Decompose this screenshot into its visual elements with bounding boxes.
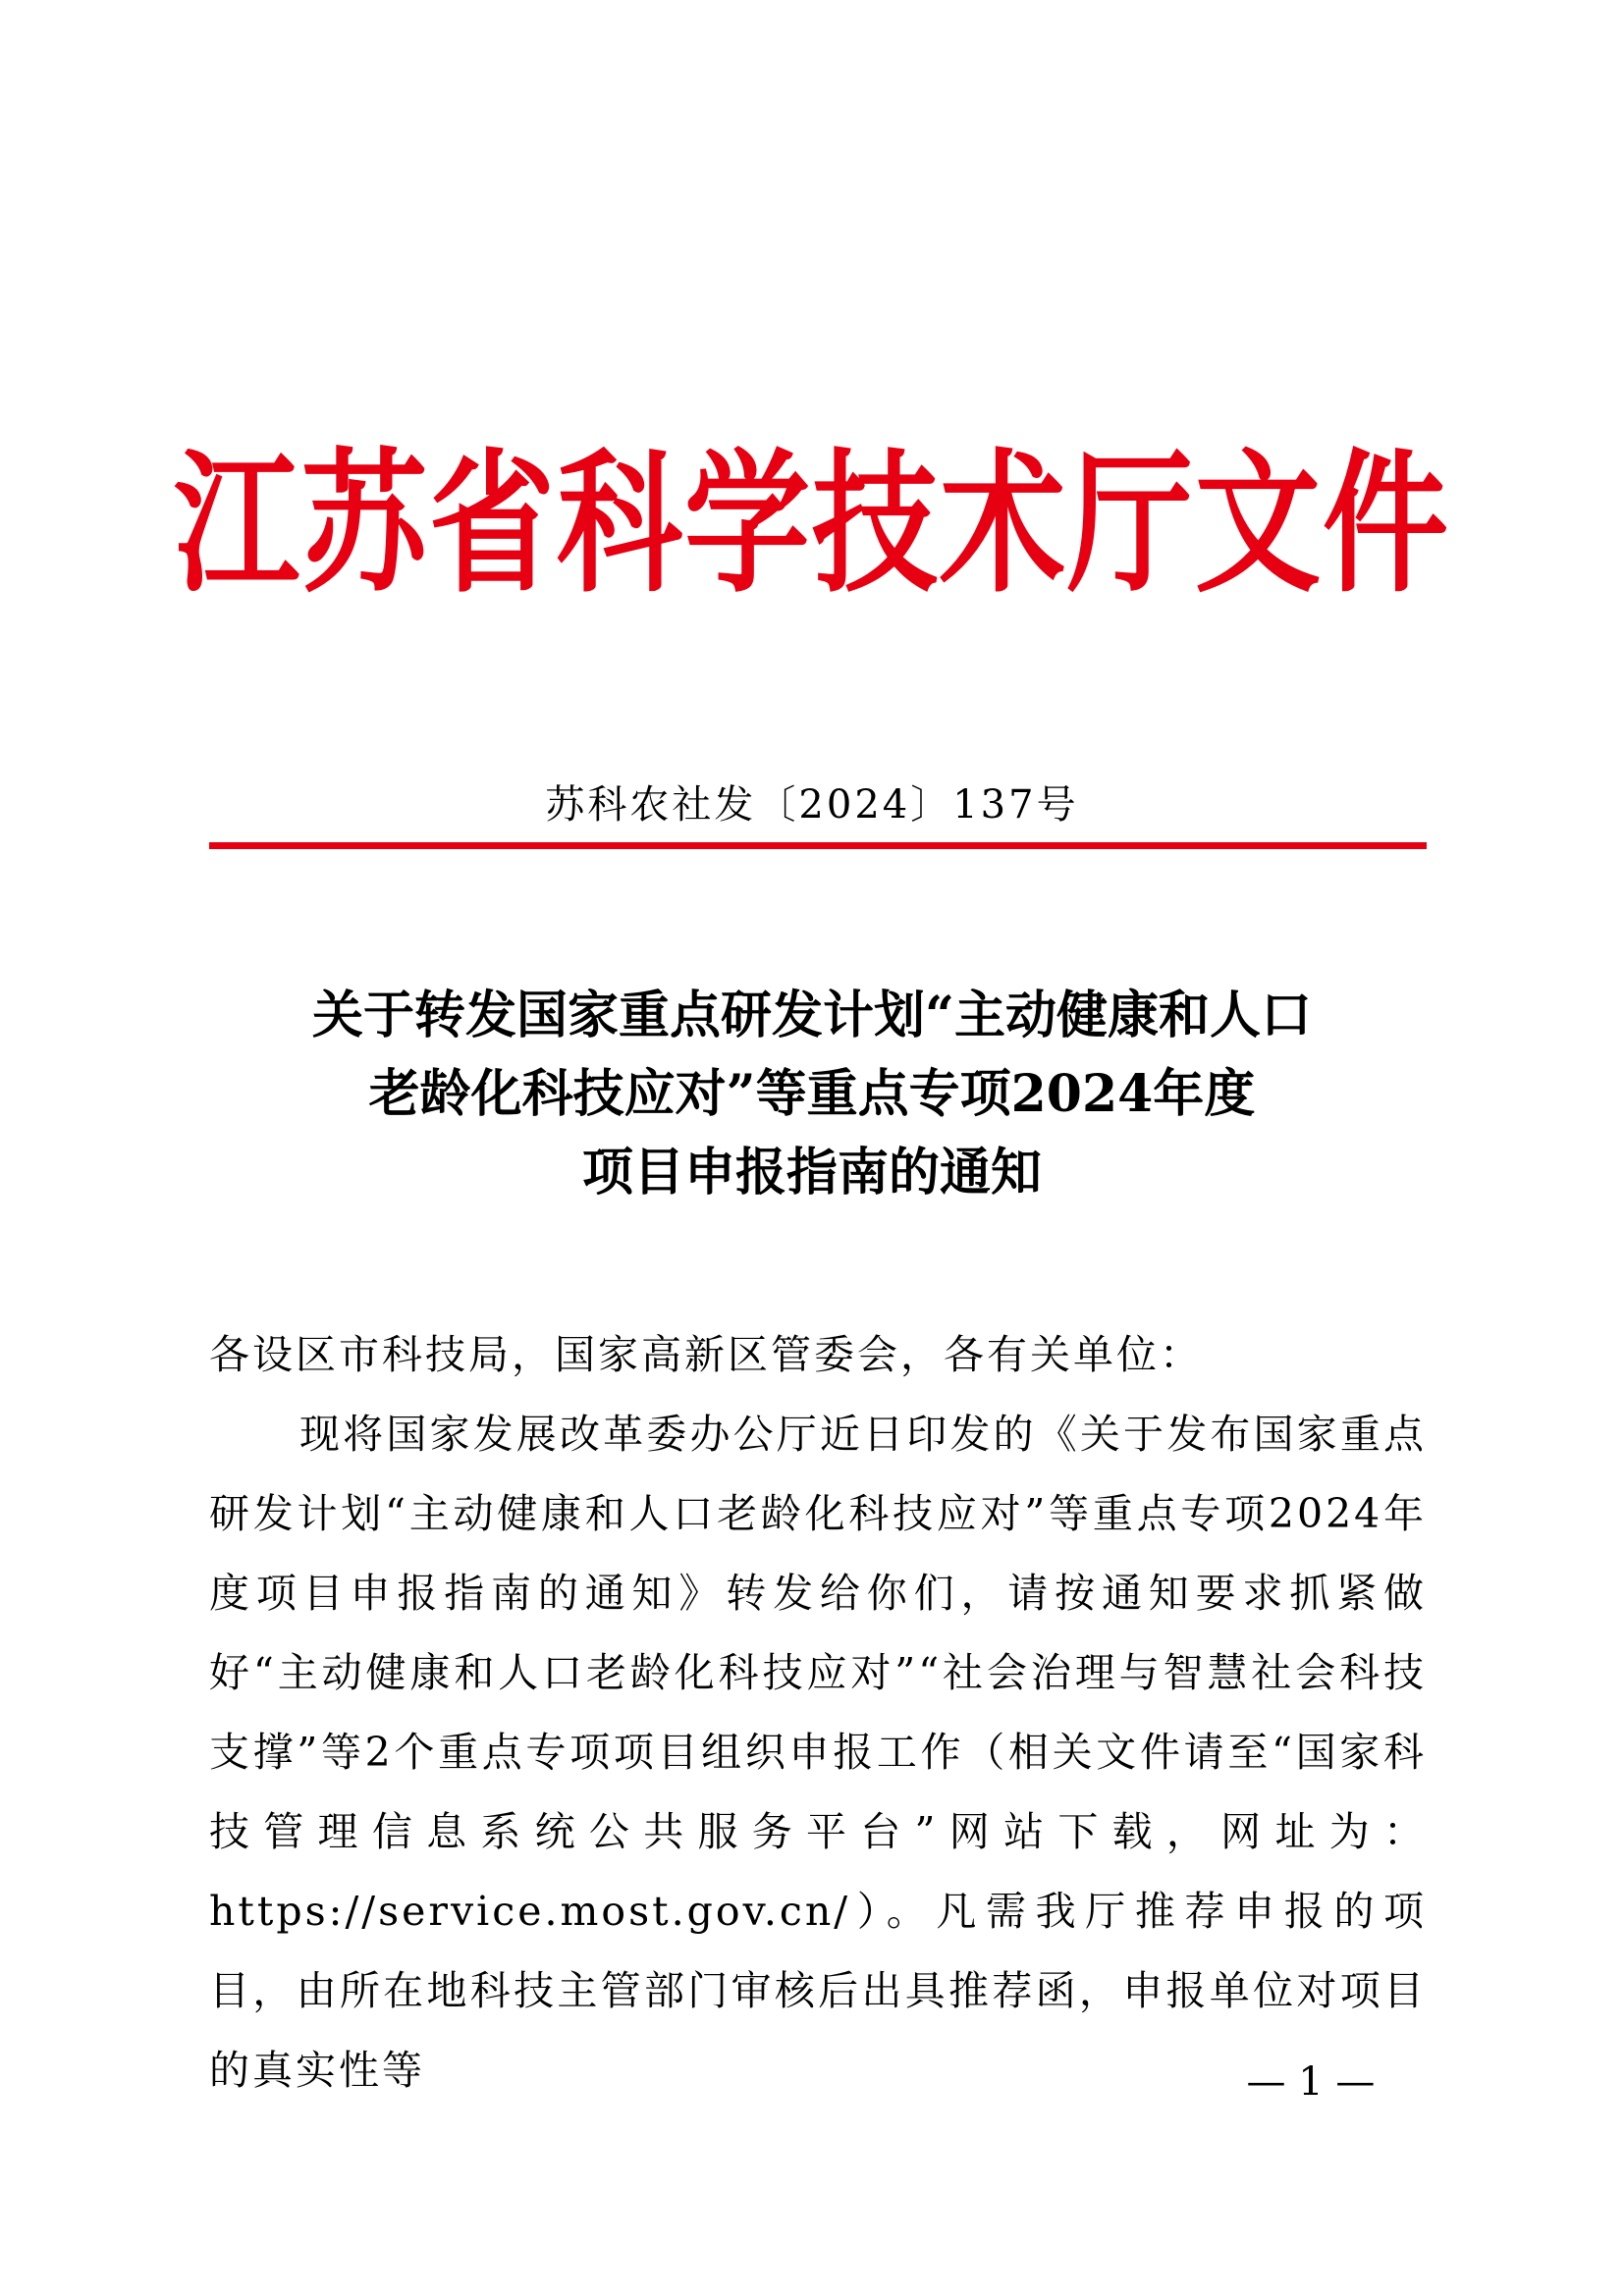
red-separator-line — [209, 842, 1427, 849]
title-line-2: 老龄化科技应对”等重点专项2024年度 — [368, 1064, 1256, 1124]
title-line-1: 关于转发国家重点研发计划“主动健康和人口 — [312, 986, 1312, 1045]
document-title — [196, 977, 1428, 1212]
body-paragraph-1: 现将国家发展改革委办公厅近日印发的《关于发布国家重点研发计划“主动健康和人口老龄化科技应对”等重点专项2024年度项目申报指南的通知》转发给你们，请按通知要求抓紧做好“主动健康和人口老龄化科技应对”“社会治理与智慧社会科技支撑”等2个重点专项项目组织申报工作（相关文件请至“国家科技管理信息系统公共服务平台”网站下载，网址为：https://service.most.gov.cn/）。凡需我厅推荐申报的项目，由所在地科技主管部门审核后出具推荐函，申报单位对项目的真实性等 — [209, 1411, 1427, 2094]
document-body — [209, 1315, 1427, 2110]
page-number: — 1 — — [1246, 2059, 1376, 2105]
issuer-masthead: 江苏省科学技术厅文件 — [173, 435, 1450, 614]
document-number: 苏科农社发〔2024〕137号 — [545, 782, 1079, 828]
salutation: 各设区市科技局，国家高新区管委会，各有关单位： — [209, 1331, 1203, 1378]
title-line-3: 项目申报指南的通知 — [581, 1143, 1042, 1202]
